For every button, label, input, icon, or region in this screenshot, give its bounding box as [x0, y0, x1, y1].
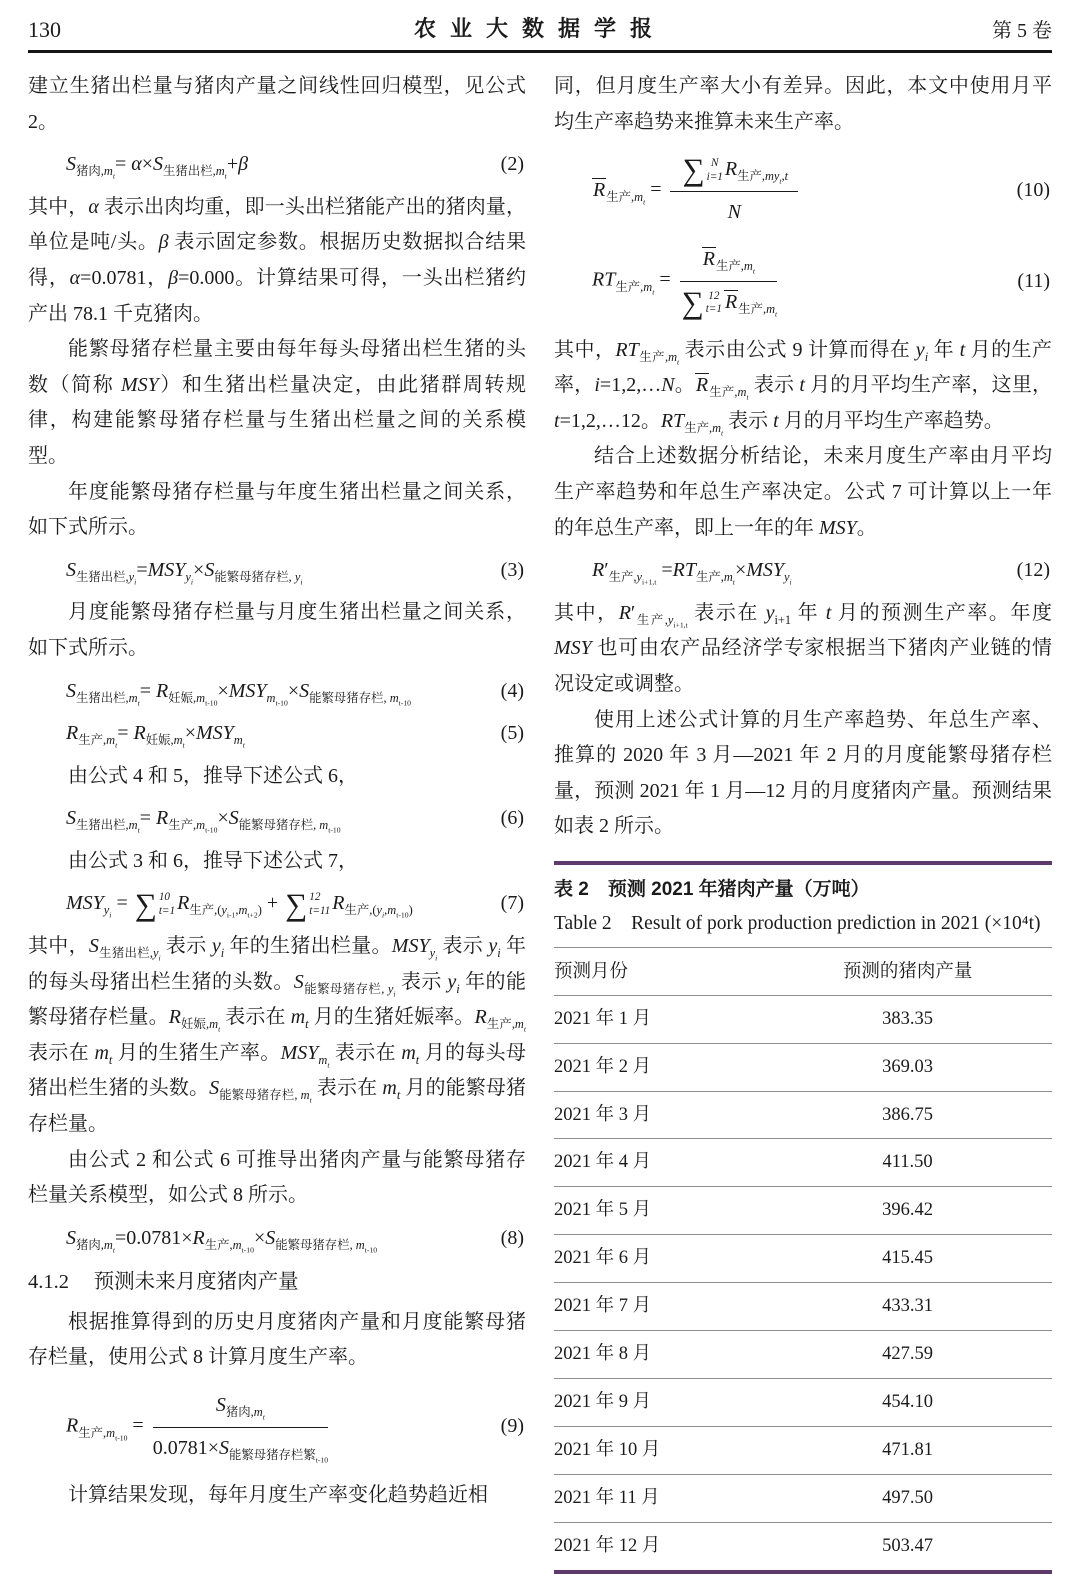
equation-number: (6)	[500, 807, 524, 830]
equation-number: (4)	[500, 679, 524, 702]
equation-3	[28, 553, 526, 589]
paragraph: 建立生猪出栏量与猪肉产量之间线性回归模型，见公式 2。	[28, 75, 526, 133]
production-value-cell: 411.50	[763, 1139, 1052, 1187]
equation-12	[554, 553, 1052, 589]
month-cell: 2021 年 4 月	[554, 1139, 763, 1187]
paragraph: 月度能繁母猪存栏量与月度生猪出栏量之间关系，如下式所示。	[28, 601, 526, 659]
table-row	[554, 995, 1052, 1043]
two-column-body	[28, 69, 1052, 1574]
production-value-cell: 415.45	[763, 1235, 1052, 1283]
month-cell: 2021 年 3 月	[554, 1091, 763, 1139]
month-cell: 2021 年 10 月	[554, 1426, 763, 1474]
equation-7-body: $MSY_{y_i}$ = ∑ 10 t=1 $R_{生产,(y_{i-1},m_{t+2})}$ + ∑ 12 t=11 $R_{生产,(y_i,m_{t-10})}$	[66, 886, 413, 922]
table-header-row	[554, 947, 1052, 995]
production-value-cell: 396.42	[763, 1187, 1052, 1235]
equation-number: (8)	[500, 1226, 524, 1249]
journal-title: 农业大数据学报	[413, 16, 666, 41]
equation-12-body: $R'_{生产,y_{i+1,t}} =RT_{生产,m_t}\times MSY_{y_i}$	[592, 559, 792, 587]
equation-10	[554, 152, 1052, 230]
section-number: 4.1.2	[28, 1271, 69, 1294]
month-cell: 2021 年 1 月	[554, 995, 763, 1043]
paragraph: 其中，α 表示出肉均重，即一头出栏猪能产出的猪肉量，单位是吨/头。β 表示固定参数。根据历史数据拟合结果得，α=0.0781，β=0.000。计算结果可得，一头出栏猪约产出 78.1 千克猪肉。	[28, 195, 527, 325]
paragraph: 由公式 3 和 6，推导下述公式 7，	[68, 849, 358, 872]
equation-5-body: $R_{生产,m_t}= R_{妊娠,m_t}\times MSY_{m_t}$	[66, 722, 245, 750]
paragraph: 能繁母猪存栏量主要由每年每头母猪出栏生猪的头数（简称 MSY）和生猪出栏量决定，由此猪群周转规律，构建能繁母猪存栏量与生猪出栏量之间的关系模型。	[28, 338, 527, 467]
column-header-production: 预测的猪肉产量	[763, 947, 1052, 995]
equation-2	[28, 147, 526, 183]
month-cell: 2021 年 12 月	[554, 1535, 661, 1556]
month-cell: 2021 年 8 月	[554, 1331, 763, 1379]
page-number: 130	[28, 17, 61, 42]
month-cell: 2021 年 5 月	[554, 1187, 763, 1235]
left-column	[28, 69, 526, 1574]
production-value-cell: 386.75	[763, 1091, 1052, 1139]
production-value-cell: 427.59	[763, 1331, 1052, 1379]
table-row	[554, 1043, 1052, 1091]
production-value-cell: 433.31	[763, 1283, 1052, 1331]
equation-4-body: $S_{生猪出栏,m_t}= R_{妊娠,m_{t-10}}\times MSY_{m_{t-10}}\times S_{能繁母猪存栏, m_{t-10}}$	[66, 679, 411, 707]
volume-label: 第 5 卷	[992, 20, 1052, 42]
equation-8-body: $S_{猪肉,m_t}=0.0781\times R_{生产,m_{t-10}}\times S_{能繁母猪存栏, m_{t-10}}$	[66, 1226, 378, 1255]
equation-9	[28, 1388, 526, 1466]
table-row	[554, 1235, 1052, 1283]
month-cell: 2021 年 2 月	[554, 1043, 763, 1091]
equation-number: (2)	[500, 153, 524, 176]
equation-7	[28, 886, 526, 922]
production-value-cell: 471.81	[763, 1426, 1052, 1474]
equation-5	[28, 716, 526, 752]
equation-number: (5)	[500, 722, 524, 745]
month-cell: 2021 年 9 月	[554, 1379, 763, 1427]
table-row	[554, 1379, 1052, 1427]
table-row	[554, 1522, 1052, 1569]
equation-3-body: $S_{生猪出栏,y_i}=MSY_{y_i}\times S_{能繁母猪存栏, y_i}$	[66, 558, 303, 587]
paragraph: 结合上述数据分析结论，未来月度生产率由月平均生产率趋势和年总生产率决定。公式 7 可计算以上一年的年总生产率，即上一年的年 MSY。	[554, 445, 1052, 539]
equation-11	[554, 242, 1052, 320]
column-header-month: 预测月份	[554, 947, 763, 995]
table-caption-en: Table 2 Result of pork production prediction in 2021 (×10⁴t)	[554, 913, 1041, 935]
table-row	[554, 1331, 1052, 1379]
table-caption-zh: 表 2 预测 2021 年猪肉产量（万吨）	[554, 878, 870, 900]
table-row	[554, 1187, 1052, 1235]
paragraph: 由公式 2 和公式 6 可推导出猪肉产量与能繁母猪存栏量关系模型，如公式 8 所示。	[28, 1148, 526, 1207]
equation-number: (12)	[1016, 559, 1050, 582]
pork-prediction-table	[554, 947, 1052, 1570]
table-2-block	[554, 861, 1052, 1574]
paragraph: 同，但月度生产率大小有差异。因此，本文中使用月平均生产率趋势来推算未来生产率。	[554, 75, 1052, 133]
equation-10-body: $R_{生产,m_t}$ = ∑ N i=1 $R_{生产,my_t,t}$ N	[554, 152, 802, 230]
paragraph: 由公式 4 和 5，推导下述公式 6，	[68, 764, 358, 787]
journal-page	[28, 12, 1052, 1574]
equation-number: (9)	[500, 1415, 524, 1438]
production-value-cell: 369.03	[763, 1043, 1052, 1091]
section-heading	[28, 1264, 526, 1300]
month-cell: 2021 年 11 月	[554, 1474, 763, 1522]
equation-6	[28, 801, 526, 837]
right-column	[554, 69, 1052, 1574]
table-row	[554, 1426, 1052, 1474]
equation-4	[28, 674, 526, 710]
header-rule	[28, 50, 1052, 53]
equation-number: (11)	[1017, 269, 1050, 292]
paragraph: 其中，$S_{生猪出栏,y_i}$ 表示 $y_i$ 年的生猪出栏量。$MSY_{y_i}$ 表示 $y_i$ 年的每头母猪出栏生猪的头数。$S_{能繁母猪存栏, y_i}$ 表示 $y_i$ 年的能繁母猪存栏量。$R_{妊娠,m_t}$ 表示在 $m_t$ 月的生猪妊娠率。$R_{生产,m_t}$ 表示在 $m_t$ 月的生猪生产率。$MSY_{m_t}$ 表示在 $m_t$ 月的每头母猪出栏生猪的头数。$S_{能繁母猪存栏, m_t}$ 表示在 $m_t$ 月的能繁母猪存栏量。	[28, 935, 527, 1136]
month-cell: 2021 年 7 月	[554, 1283, 763, 1331]
paragraph: 根据推算得到的历史月度猪肉产量和月度能繁母猪存栏量，使用公式 8 计算月度生产率。	[28, 1310, 526, 1369]
equation-11-body: $RT_{生产,m_t}$ = $R_{生产,m_t}$ ∑ 12 t=1 $R_{生产,m_t}$	[554, 242, 781, 320]
running-head	[28, 12, 1052, 43]
equation-8	[28, 1221, 526, 1257]
section-title: 预测未来月度猪肉产量	[93, 1271, 299, 1294]
table-row	[554, 1091, 1052, 1139]
production-value-cell: 454.10	[763, 1379, 1052, 1427]
month-cell: 2021 年 6 月	[554, 1235, 763, 1283]
table-body	[554, 995, 1052, 1570]
paragraph: 计算结果发现，每年月度生产率变化趋势趋近相	[68, 1484, 488, 1507]
paragraph: 其中，$R'_{生产,y_{i+1,t}}$ 表示在 $y_{i+1}$ 年 t 月的预测生产率。年度 MSY 也可由农产品经济学专家根据当下猪肉产业链的情况设定或调整。	[554, 601, 1053, 695]
table-row	[554, 1283, 1052, 1331]
production-value-cell: 497.50	[763, 1474, 1052, 1522]
table-row	[554, 1139, 1052, 1187]
paragraph: 年度能繁母猪存栏量与年度生猪出栏量之间关系，如下式所示。	[28, 480, 526, 539]
paragraph: 其中，$RT_{生产,m_t}$ 表示由公式 9 计算而得在 $y_i$ 年 t 月的生产率，i=1,2,…N。$R_{生产,m_t}$ 表示 t 月的月平均生产率，这里，t=1,2,…12。$RT_{生产,m_t}$ 表示 t 月的月平均生产率趋势。	[554, 338, 1053, 438]
equation-number: (7)	[500, 892, 524, 915]
equation-number: (10)	[1016, 179, 1050, 202]
equation-number: (3)	[500, 558, 524, 581]
page-header	[28, 12, 1052, 53]
equation-2-body: $S_{猪肉,m_t}= \alpha\times S_{生猪出栏,m_t}+\beta$	[66, 153, 249, 181]
equation-9-body: $R_{生产,m_{t-10}}$ = $\frac{S_{猪肉,m_t}}{0.0781\times S_{能繁母猪存栏繁_{t-10}}}$	[28, 1388, 332, 1466]
equation-6-body: $S_{生猪出栏,m_t}= R_{生产,m_{t-10}}\times S_{能繁母猪存栏, m_{t-10}}$	[66, 807, 341, 835]
paragraph: 使用上述公式计算的月生产率趋势、年总生产率、推算的 2020 年 3 月—2021 年 2 月的月度能繁母猪存栏量，预测 2021 年 1 月—12 月的月度猪肉产量。预测结果如表 2 所示。	[554, 708, 1052, 838]
production-value-cell: 383.35	[763, 995, 1052, 1043]
production-value-cell: 503.47	[882, 1535, 934, 1556]
